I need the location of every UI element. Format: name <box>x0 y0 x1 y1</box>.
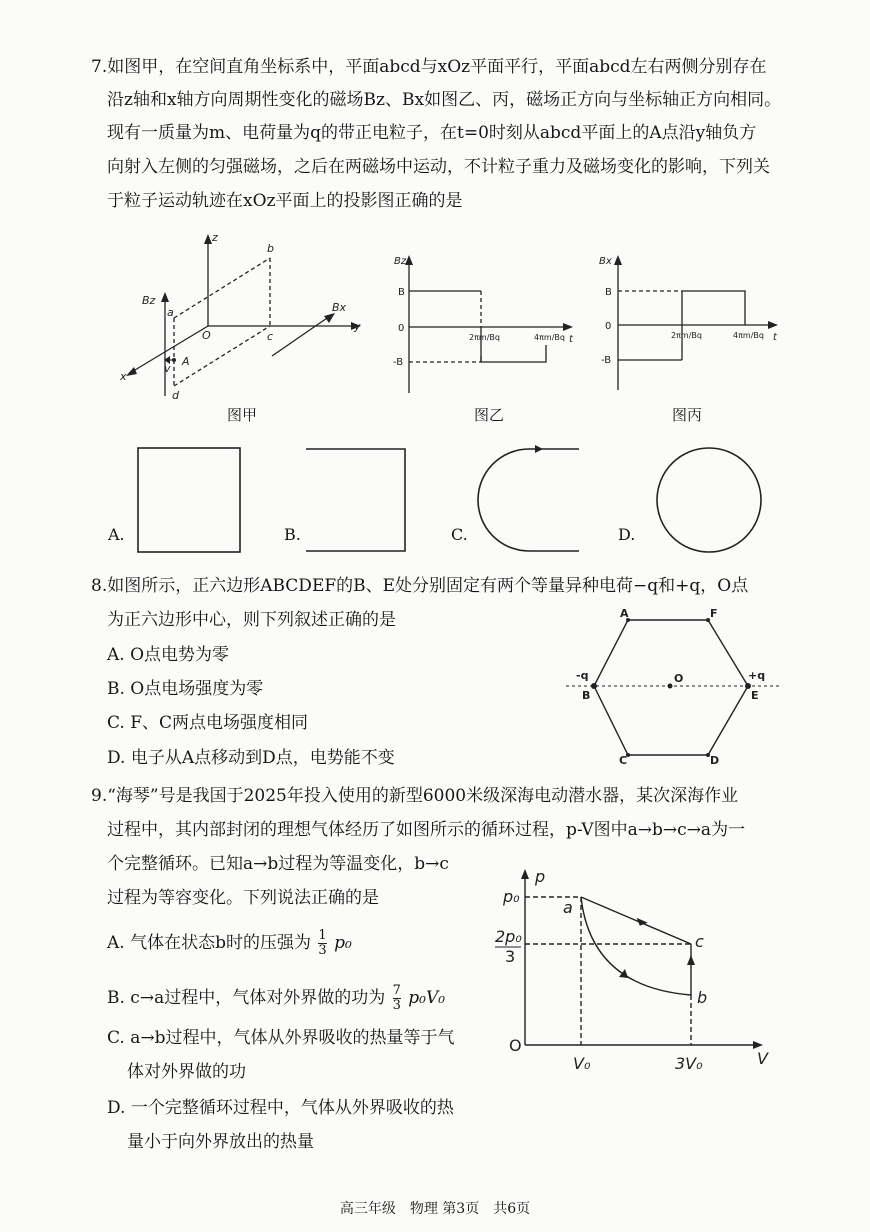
hex-label-pos: +q <box>748 669 766 682</box>
fig-jia-O: O <box>202 329 211 342</box>
q9-line-2: 过程中，其内部封闭的理想气体经历了如图所示的循环过程，p-V图中a→b→c→a为一 <box>107 820 746 840</box>
figure-yi <box>376 250 576 400</box>
q9-line-1: 9.“海琴”号是我国于2025年投入使用的新型6000米级深海电动潜水器，某次深海作业 <box>91 786 739 806</box>
q8-option-b: B. O点电场强度为零 <box>107 679 264 699</box>
fig-bing-B: B <box>605 287 612 298</box>
figure-bing <box>585 250 785 400</box>
page-footer: 高三年级 物理 第3页 共6页 <box>339 1201 531 1217</box>
hex-label-E: E <box>751 689 759 702</box>
q7-option-d-label: D. <box>618 525 636 544</box>
fig-jia-Bz: Bz <box>142 294 156 307</box>
fig-yi-zero: 0 <box>398 323 405 334</box>
q7-option-a-label: A. <box>108 525 125 544</box>
q9-option-d-2: 量小于向外界放出的热量 <box>127 1132 314 1152</box>
q9-line-4: 过程为等容变化。下列说法正确的是 <box>107 888 379 908</box>
pv-b: b <box>697 988 708 1007</box>
q7-option-c-label: C. <box>451 525 468 544</box>
pv-p0: p₀ <box>503 887 520 906</box>
fig-jia-z: z <box>212 231 218 244</box>
q9-option-d-1: D. 一个完整循环过程中，气体从外界吸收的热 <box>107 1098 454 1118</box>
pv-origin: O <box>509 1036 522 1055</box>
q7-line-5: 于粒子运动轨迹在xOz平面上的投影图正确的是 <box>107 191 463 211</box>
q9-option-c-1: C. a→b过程中，气体从外界吸收的热量等于气 <box>107 1028 455 1048</box>
hex-label-B: B <box>582 689 591 702</box>
q9-pv-diagram <box>495 865 785 1090</box>
fig-jia-b: b <box>267 242 274 255</box>
fig-bing-negB: -B <box>601 355 612 366</box>
fig-bing-caption: 图丙 <box>672 406 703 424</box>
fig-jia-a: a <box>167 306 174 319</box>
q7-line-3: 现有一质量为m、电荷量为q的带正电粒子，在t=0时刻从abcd平面上的A点沿y轴负方 <box>107 123 757 143</box>
fig-yi-B: B <box>398 287 405 298</box>
fig-jia-A: A <box>182 355 190 368</box>
q8-line-1: 8.如图所示，正六边形ABCDEF的B、E处分别固定有两个等量异种电荷−q和+q，O点 <box>91 576 749 596</box>
fig-yi-caption: 图乙 <box>474 406 505 424</box>
fig-jia-Bx: Bx <box>332 301 347 314</box>
fig-jia-c: c <box>267 330 274 343</box>
fig-yi-ylabel: Bz <box>394 256 407 267</box>
fig-yi-tick1: 2πm/Bq <box>469 333 500 342</box>
fig-bing-zero: 0 <box>605 321 612 332</box>
q9-option-a: A. 气体在状态b时的压强为 $\frac{1}{3}$ p₀ <box>107 928 352 958</box>
hex-label-F: F <box>710 607 718 620</box>
hex-label-A: A <box>620 607 629 620</box>
q8-option-a: A. O点电势为零 <box>107 645 230 665</box>
fig-jia-d: d <box>172 389 179 402</box>
q8-hexagon-figure <box>566 605 786 765</box>
q7-option-b-figure <box>303 445 413 555</box>
pv-a: a <box>563 898 573 917</box>
pv-V0: V₀ <box>573 1054 591 1073</box>
fig-bing-ylabel: Bx <box>599 256 612 267</box>
q7-option-a-figure <box>134 445 244 555</box>
figure-jia <box>112 228 362 408</box>
q8-line-2: 为正六边形中心，则下列叙述正确的是 <box>107 610 396 630</box>
q7-line-4: 向射入左侧的匀强磁场，之后在两磁场中运动，不计粒子重力及磁场变化的影响，下列关 <box>107 157 770 177</box>
q7-line-2: 沿z轴和x轴方向周期性变化的磁场Bz、Bx如图乙、丙，磁场正方向与坐标轴正方向相同。 <box>107 90 782 110</box>
pv-3: 3 <box>505 947 516 966</box>
pv-axis-V: V <box>757 1049 768 1068</box>
fig-yi-tlabel: t <box>569 334 573 345</box>
hex-label-O: O <box>674 672 684 685</box>
pv-3V0: 3V₀ <box>675 1054 703 1073</box>
fig-jia-caption: 图甲 <box>227 406 258 424</box>
fig-jia-v: v <box>164 362 171 375</box>
hex-label-D: D <box>710 754 720 767</box>
q9-option-b: B. c→a过程中，气体对外界做的功为 $\frac{7}{3}$ p₀V₀ <box>107 983 446 1013</box>
fig-jia-y: y <box>354 320 361 333</box>
pv-2p0: 2p₀ <box>495 927 522 946</box>
q7-line-1: 7.如图甲，在空间直角坐标系中，平面abcd与xOz平面平行，平面abcd左右两侧分别存在 <box>91 57 767 77</box>
q8-option-d: D. 电子从A点移动到D点，电势能不变 <box>107 748 395 768</box>
hex-label-C: C <box>619 754 628 767</box>
fig-jia-x: x <box>120 370 127 383</box>
fig-yi-negB: -B <box>393 357 404 368</box>
q9-option-c-2: 体对外界做的功 <box>127 1062 246 1082</box>
fig-bing-tlabel: t <box>773 332 777 343</box>
q7-option-b-label: B. <box>284 525 301 544</box>
q9-line-3: 个完整循环。已知a→b过程为等温变化，b→c <box>107 854 449 874</box>
pv-c: c <box>695 932 704 951</box>
pv-axis-p: p <box>535 867 546 886</box>
q7-option-d-figure <box>654 445 764 555</box>
q7-option-c-figure <box>475 445 585 555</box>
fig-bing-tick1: 2πm/Bq <box>671 331 702 340</box>
q8-option-c: C. F、C两点电场强度相同 <box>107 713 309 733</box>
fig-bing-tick2: 4πm/Bq <box>733 331 764 340</box>
hex-label-neg: -q <box>576 669 589 682</box>
fig-yi-tick2: 4πm/Bq <box>534 333 565 342</box>
